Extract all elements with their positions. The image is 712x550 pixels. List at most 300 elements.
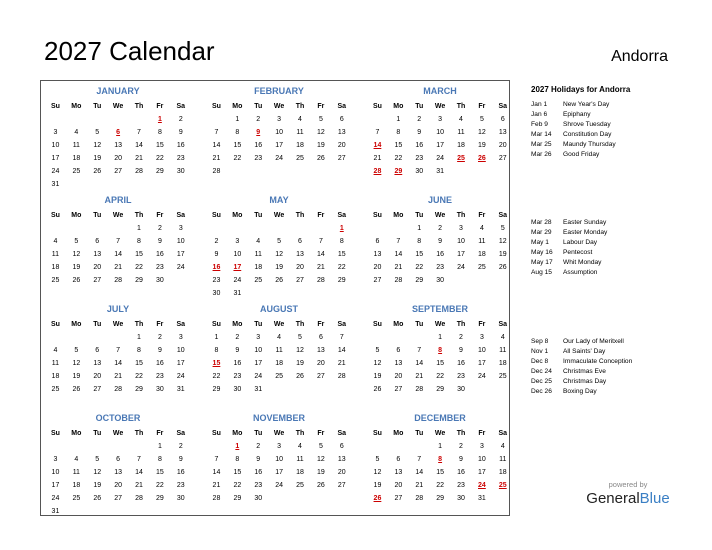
day-cell: 19 — [275, 264, 284, 271]
day-cell: 11 — [51, 360, 60, 367]
day-cell: 3 — [53, 129, 58, 136]
day-cell: 9 — [459, 456, 463, 463]
day-cell: 17 — [478, 469, 486, 476]
day-cell: 7 — [396, 238, 401, 245]
empty-cell — [66, 222, 87, 235]
day-cell: 21 — [114, 264, 123, 271]
day-cell: 24 — [436, 155, 445, 162]
day-cell: 28 — [114, 386, 123, 393]
day-cell: 25 — [296, 482, 304, 489]
day-cell: 11 — [72, 142, 80, 149]
holiday-date: Mar 14 — [531, 131, 552, 138]
holiday-day: 28 — [373, 168, 382, 175]
day-cell: 2 — [256, 443, 261, 450]
day-cell: 13 — [498, 129, 507, 136]
holiday-day: 16 — [212, 264, 221, 271]
day-cell: 17 — [275, 142, 284, 149]
weekday-header: Mo — [71, 321, 82, 328]
day-cell: 12 — [498, 238, 507, 245]
day-cell: 19 — [296, 360, 304, 367]
holiday-name: Constitution Day — [563, 131, 612, 138]
day-cell: 4 — [479, 225, 484, 232]
day-cell: 14 — [317, 251, 325, 258]
holiday-day: 29 — [394, 168, 403, 175]
day-cell: 23 — [156, 264, 164, 271]
day-cell: 22 — [135, 373, 143, 380]
holiday-name: Our Lady of Meritxell — [563, 338, 624, 345]
weekday-header: We — [273, 212, 285, 219]
empty-cell — [108, 113, 129, 126]
weekday-header: Sa — [498, 212, 508, 219]
day-cell: 12 — [317, 456, 325, 463]
brand-blue: Blue — [639, 490, 670, 507]
day-cell: 24 — [275, 482, 284, 489]
holiday-date: Mar 26 — [531, 151, 552, 158]
day-cell: 13 — [337, 129, 346, 136]
day-cell: 28 — [135, 495, 143, 502]
day-cell: 17 — [254, 360, 263, 367]
holiday-name: New Year's Day — [563, 101, 610, 108]
weekday-header: We — [112, 321, 124, 328]
day-cell: 3 — [459, 225, 463, 232]
day-cell: 2 — [157, 225, 162, 232]
day-cell: 14 — [415, 360, 424, 367]
day-cell: 2 — [256, 116, 261, 123]
month-name: OCTOBER — [95, 413, 141, 423]
day-cell: 18 — [72, 482, 81, 489]
holiday-row — [531, 150, 701, 160]
empty-cell — [129, 113, 150, 126]
day-cell: 12 — [72, 251, 81, 258]
day-cell: 25 — [478, 264, 486, 271]
day-cell: 3 — [178, 334, 183, 341]
day-cell: 8 — [396, 129, 401, 136]
weekday-header: Sa — [337, 103, 347, 110]
day-cell: 20 — [337, 469, 346, 476]
day-cell: 15 — [156, 469, 164, 476]
day-cell: 18 — [51, 264, 60, 271]
day-cell: 7 — [339, 334, 344, 341]
day-cell: 26 — [93, 495, 102, 502]
day-cell: 21 — [415, 373, 424, 380]
weekday-header: Sa — [176, 321, 186, 328]
day-cell: 29 — [233, 495, 242, 502]
day-cell: 12 — [275, 251, 284, 258]
holiday-name: Whit Monday — [563, 259, 602, 266]
day-cell: 23 — [457, 373, 465, 380]
day-cell: 28 — [135, 168, 143, 175]
day-cell: 14 — [114, 251, 123, 258]
day-cell: 29 — [436, 495, 445, 502]
day-cell: 12 — [373, 360, 382, 367]
holiday-date: Dec 25 — [531, 378, 552, 385]
country-label: Andorra — [611, 48, 668, 65]
holiday-date: Aug 15 — [531, 269, 552, 276]
day-cell: 29 — [212, 386, 221, 393]
day-cell: 17 — [51, 155, 60, 162]
holidays-title: 2027 Holidays for Andorra — [531, 85, 631, 94]
day-cell: 13 — [93, 251, 102, 258]
weekday-header: We — [434, 321, 446, 328]
month-april — [45, 192, 191, 287]
day-cell: 9 — [178, 456, 183, 463]
empty-cell — [388, 331, 409, 344]
day-cell: 16 — [156, 360, 164, 367]
day-grid — [206, 318, 352, 396]
holiday-row — [531, 100, 701, 110]
day-grid — [206, 427, 352, 505]
day-cell: 16 — [156, 251, 164, 258]
day-cell: 31 — [233, 290, 242, 297]
day-cell: 6 — [375, 238, 380, 245]
day-cell: 6 — [318, 334, 323, 341]
day-cell: 30 — [176, 168, 185, 175]
day-cell: 24 — [457, 264, 465, 271]
day-cell: 14 — [135, 142, 143, 149]
holiday-day: 8 — [438, 347, 443, 354]
day-cell: 14 — [394, 251, 403, 258]
day-cell: 9 — [459, 347, 463, 354]
day-cell: 25 — [51, 386, 60, 393]
day-cell: 4 — [298, 116, 302, 123]
day-cell: 31 — [254, 386, 263, 393]
day-cell: 16 — [415, 142, 424, 149]
weekday-header: Th — [456, 321, 466, 328]
month-july — [45, 301, 191, 396]
day-cell: 31 — [51, 508, 60, 515]
day-cell: 15 — [415, 251, 424, 258]
day-cell: 4 — [53, 347, 58, 354]
day-cell: 7 — [214, 129, 219, 136]
weekday-header: Tu — [254, 212, 263, 219]
weekday-header: Th — [295, 321, 305, 328]
day-grid — [367, 209, 513, 287]
day-cell: 7 — [318, 238, 323, 245]
day-cell: 21 — [373, 155, 382, 162]
day-grid — [367, 318, 513, 396]
day-cell: 19 — [373, 482, 382, 489]
day-cell: 19 — [317, 142, 325, 149]
holiday-name: All Saints' Day — [563, 348, 606, 355]
holiday-date: Feb 9 — [531, 121, 548, 128]
weekday-header: Mo — [71, 103, 82, 110]
day-cell: 7 — [214, 456, 219, 463]
day-cell: 22 — [135, 264, 143, 271]
holiday-name: Good Friday — [563, 151, 600, 158]
empty-cell — [367, 113, 388, 126]
day-cell: 15 — [156, 142, 164, 149]
day-cell: 13 — [296, 251, 304, 258]
holiday-name: Epiphany — [563, 111, 591, 118]
holiday-day: 9 — [256, 129, 261, 136]
weekday-header: Mo — [393, 430, 404, 437]
day-cell: 19 — [478, 142, 486, 149]
day-cell: 16 — [254, 469, 263, 476]
weekday-header: Su — [50, 321, 60, 328]
day-cell: 19 — [72, 264, 81, 271]
month-february — [206, 83, 352, 178]
day-cell: 22 — [156, 155, 164, 162]
day-cell: 13 — [317, 347, 325, 354]
day-cell: 6 — [95, 238, 100, 245]
weekday-header: Su — [50, 103, 60, 110]
weekday-header: Tu — [254, 430, 263, 437]
weekday-header: Th — [456, 212, 466, 219]
day-cell: 16 — [457, 360, 465, 367]
day-cell: 11 — [296, 456, 304, 463]
empty-cell — [66, 331, 87, 344]
weekday-header: Th — [134, 212, 144, 219]
day-cell: 10 — [275, 456, 284, 463]
day-cell: 27 — [337, 155, 346, 162]
weekday-header: Su — [372, 321, 382, 328]
day-cell: 22 — [415, 264, 424, 271]
holiday-date: Dec 24 — [531, 368, 552, 375]
day-cell: 29 — [156, 168, 164, 175]
day-cell: 28 — [415, 386, 424, 393]
day-cell: 15 — [135, 360, 143, 367]
weekday-header: Fr — [156, 321, 164, 328]
month-name: SEPTEMBER — [411, 304, 468, 314]
day-cell: 23 — [457, 482, 465, 489]
holiday-name: Labour Day — [563, 239, 598, 246]
holiday-day: 26 — [373, 495, 382, 502]
day-cell: 9 — [178, 129, 183, 136]
empty-cell — [367, 440, 388, 453]
holiday-group — [531, 337, 701, 397]
holiday-row — [531, 357, 701, 367]
day-cell: 9 — [235, 347, 240, 354]
day-cell: 24 — [176, 264, 185, 271]
weekday-header: We — [434, 430, 446, 437]
holiday-date: Jan 6 — [531, 111, 548, 118]
day-cell: 12 — [478, 129, 486, 136]
day-cell: 14 — [337, 347, 346, 354]
holiday-row — [531, 238, 701, 248]
weekday-header: Sa — [337, 321, 347, 328]
day-cell: 1 — [438, 443, 443, 450]
day-cell: 5 — [375, 456, 380, 463]
day-cell: 29 — [135, 386, 143, 393]
month-name: JANUARY — [96, 86, 140, 96]
day-cell: 12 — [72, 360, 81, 367]
weekday-header: Th — [456, 103, 466, 110]
day-cell: 22 — [156, 482, 164, 489]
day-cell: 4 — [74, 456, 79, 463]
month-name: MAY — [269, 195, 289, 205]
day-cell: 3 — [479, 443, 484, 450]
day-cell: 5 — [318, 116, 323, 123]
day-cell: 7 — [137, 456, 141, 463]
day-cell: 3 — [277, 443, 282, 450]
day-cell: 13 — [114, 142, 123, 149]
holiday-name: Maundy Thursday — [563, 141, 616, 148]
day-cell: 8 — [417, 238, 422, 245]
day-cell: 12 — [296, 347, 304, 354]
holiday-name: Easter Sunday — [563, 219, 607, 226]
empty-cell — [388, 222, 409, 235]
weekday-header: Fr — [478, 430, 486, 437]
day-cell: 5 — [298, 334, 302, 341]
day-cell: 24 — [233, 277, 242, 284]
holiday-date: May 1 — [531, 239, 549, 246]
calendar-grid — [40, 80, 510, 516]
empty-cell — [206, 440, 227, 453]
empty-cell — [227, 222, 248, 235]
generalblue-logo[interactable] — [583, 480, 673, 508]
day-cell: 30 — [254, 495, 263, 502]
holiday-name: Christmas Eve — [563, 368, 606, 375]
day-cell: 1 — [417, 225, 422, 232]
day-cell: 17 — [478, 360, 486, 367]
empty-cell — [409, 331, 430, 344]
day-cell: 20 — [373, 264, 382, 271]
holiday-name: Boxing Day — [563, 388, 597, 395]
day-cell: 27 — [373, 277, 382, 284]
holiday-date: Jan 1 — [531, 101, 548, 108]
day-cell: 26 — [317, 482, 325, 489]
day-cell: 18 — [51, 373, 60, 380]
day-cell: 2 — [459, 334, 463, 341]
day-cell: 27 — [93, 277, 102, 284]
holiday-day: 14 — [373, 142, 382, 149]
day-cell: 3 — [479, 334, 484, 341]
weekday-header: Mo — [71, 430, 82, 437]
day-cell: 21 — [114, 373, 123, 380]
holiday-row — [531, 130, 701, 140]
day-cell: 20 — [317, 360, 325, 367]
holiday-day: 17 — [233, 264, 242, 271]
day-cell: 23 — [176, 155, 185, 162]
brand-general: General — [586, 490, 640, 507]
day-cell: 19 — [72, 373, 81, 380]
day-cell: 28 — [317, 277, 325, 284]
day-cell: 28 — [337, 373, 346, 380]
day-cell: 21 — [415, 482, 424, 489]
day-cell: 12 — [93, 469, 102, 476]
weekday-header: Sa — [176, 212, 186, 219]
day-cell: 29 — [135, 277, 143, 284]
month-name: NOVEMBER — [252, 413, 305, 423]
day-cell: 2 — [438, 225, 443, 232]
day-cell: 3 — [235, 238, 240, 245]
day-cell: 15 — [436, 469, 445, 476]
weekday-header: Mo — [393, 212, 404, 219]
day-cell: 28 — [415, 495, 424, 502]
weekday-header: Tu — [254, 103, 263, 110]
day-cell: 25 — [296, 155, 304, 162]
day-cell: 7 — [116, 347, 121, 354]
day-cell: 30 — [212, 290, 221, 297]
holiday-day: 24 — [478, 482, 486, 489]
day-cell: 2 — [417, 116, 422, 123]
day-cell: 13 — [373, 251, 382, 258]
day-cell: 6 — [116, 456, 121, 463]
day-cell: 9 — [157, 238, 162, 245]
day-cell: 1 — [396, 116, 401, 123]
holiday-row — [531, 140, 701, 150]
day-cell: 5 — [318, 443, 323, 450]
day-cell: 18 — [296, 142, 304, 149]
empty-cell — [87, 113, 108, 126]
empty-cell — [108, 440, 129, 453]
weekday-header: Mo — [232, 212, 243, 219]
day-grid — [45, 209, 191, 287]
day-cell: 10 — [51, 469, 60, 476]
day-cell: 1 — [137, 225, 141, 232]
day-cell: 25 — [51, 277, 60, 284]
day-cell: 8 — [214, 347, 219, 354]
weekday-header: Su — [372, 212, 382, 219]
holiday-date: May 16 — [531, 249, 553, 256]
empty-cell — [66, 440, 87, 453]
day-cell: 3 — [53, 456, 58, 463]
day-cell: 27 — [317, 373, 325, 380]
day-cell: 15 — [436, 360, 445, 367]
day-cell: 26 — [317, 155, 325, 162]
day-cell: 16 — [176, 142, 185, 149]
day-cell: 27 — [114, 168, 123, 175]
month-name: JULY — [106, 304, 130, 314]
day-cell: 19 — [93, 155, 102, 162]
holiday-date: Mar 25 — [531, 141, 552, 148]
weekday-header: Su — [372, 103, 382, 110]
day-cell: 19 — [498, 251, 507, 258]
day-cell: 30 — [457, 495, 465, 502]
holiday-day: 6 — [116, 129, 121, 136]
weekday-header: We — [112, 103, 124, 110]
empty-cell — [87, 440, 108, 453]
weekday-header: Sa — [498, 321, 508, 328]
day-cell: 4 — [298, 443, 302, 450]
day-cell: 21 — [135, 155, 143, 162]
month-name: AUGUST — [260, 304, 298, 314]
day-cell: 5 — [375, 347, 380, 354]
empty-cell — [409, 440, 430, 453]
holiday-group — [531, 218, 701, 278]
holiday-date: May 17 — [531, 259, 553, 266]
weekday-header: Fr — [478, 321, 486, 328]
day-cell: 1 — [157, 443, 162, 450]
page-title: 2027 Calendar — [44, 36, 215, 66]
weekday-header: Sa — [337, 430, 347, 437]
holiday-day: 1 — [235, 443, 240, 450]
empty-cell — [66, 113, 87, 126]
day-cell: 29 — [436, 386, 445, 393]
day-cell: 2 — [459, 443, 463, 450]
day-cell: 18 — [254, 264, 263, 271]
holiday-name: Pentecost — [563, 249, 593, 256]
weekday-header: We — [273, 430, 285, 437]
weekday-header: Su — [50, 430, 60, 437]
day-cell: 14 — [212, 142, 221, 149]
holiday-name: Assumption — [563, 269, 598, 276]
day-cell: 8 — [235, 129, 240, 136]
day-cell: 21 — [212, 482, 221, 489]
day-cell: 19 — [93, 482, 102, 489]
month-march — [367, 83, 513, 178]
weekday-header: Th — [295, 103, 305, 110]
day-cell: 28 — [212, 168, 221, 175]
day-cell: 26 — [296, 373, 304, 380]
day-cell: 10 — [176, 238, 185, 245]
day-cell: 29 — [156, 495, 164, 502]
weekday-header: Fr — [317, 430, 325, 437]
weekday-header: We — [112, 430, 124, 437]
empty-cell — [248, 222, 269, 235]
day-cell: 16 — [254, 142, 263, 149]
day-cell: 30 — [233, 386, 242, 393]
